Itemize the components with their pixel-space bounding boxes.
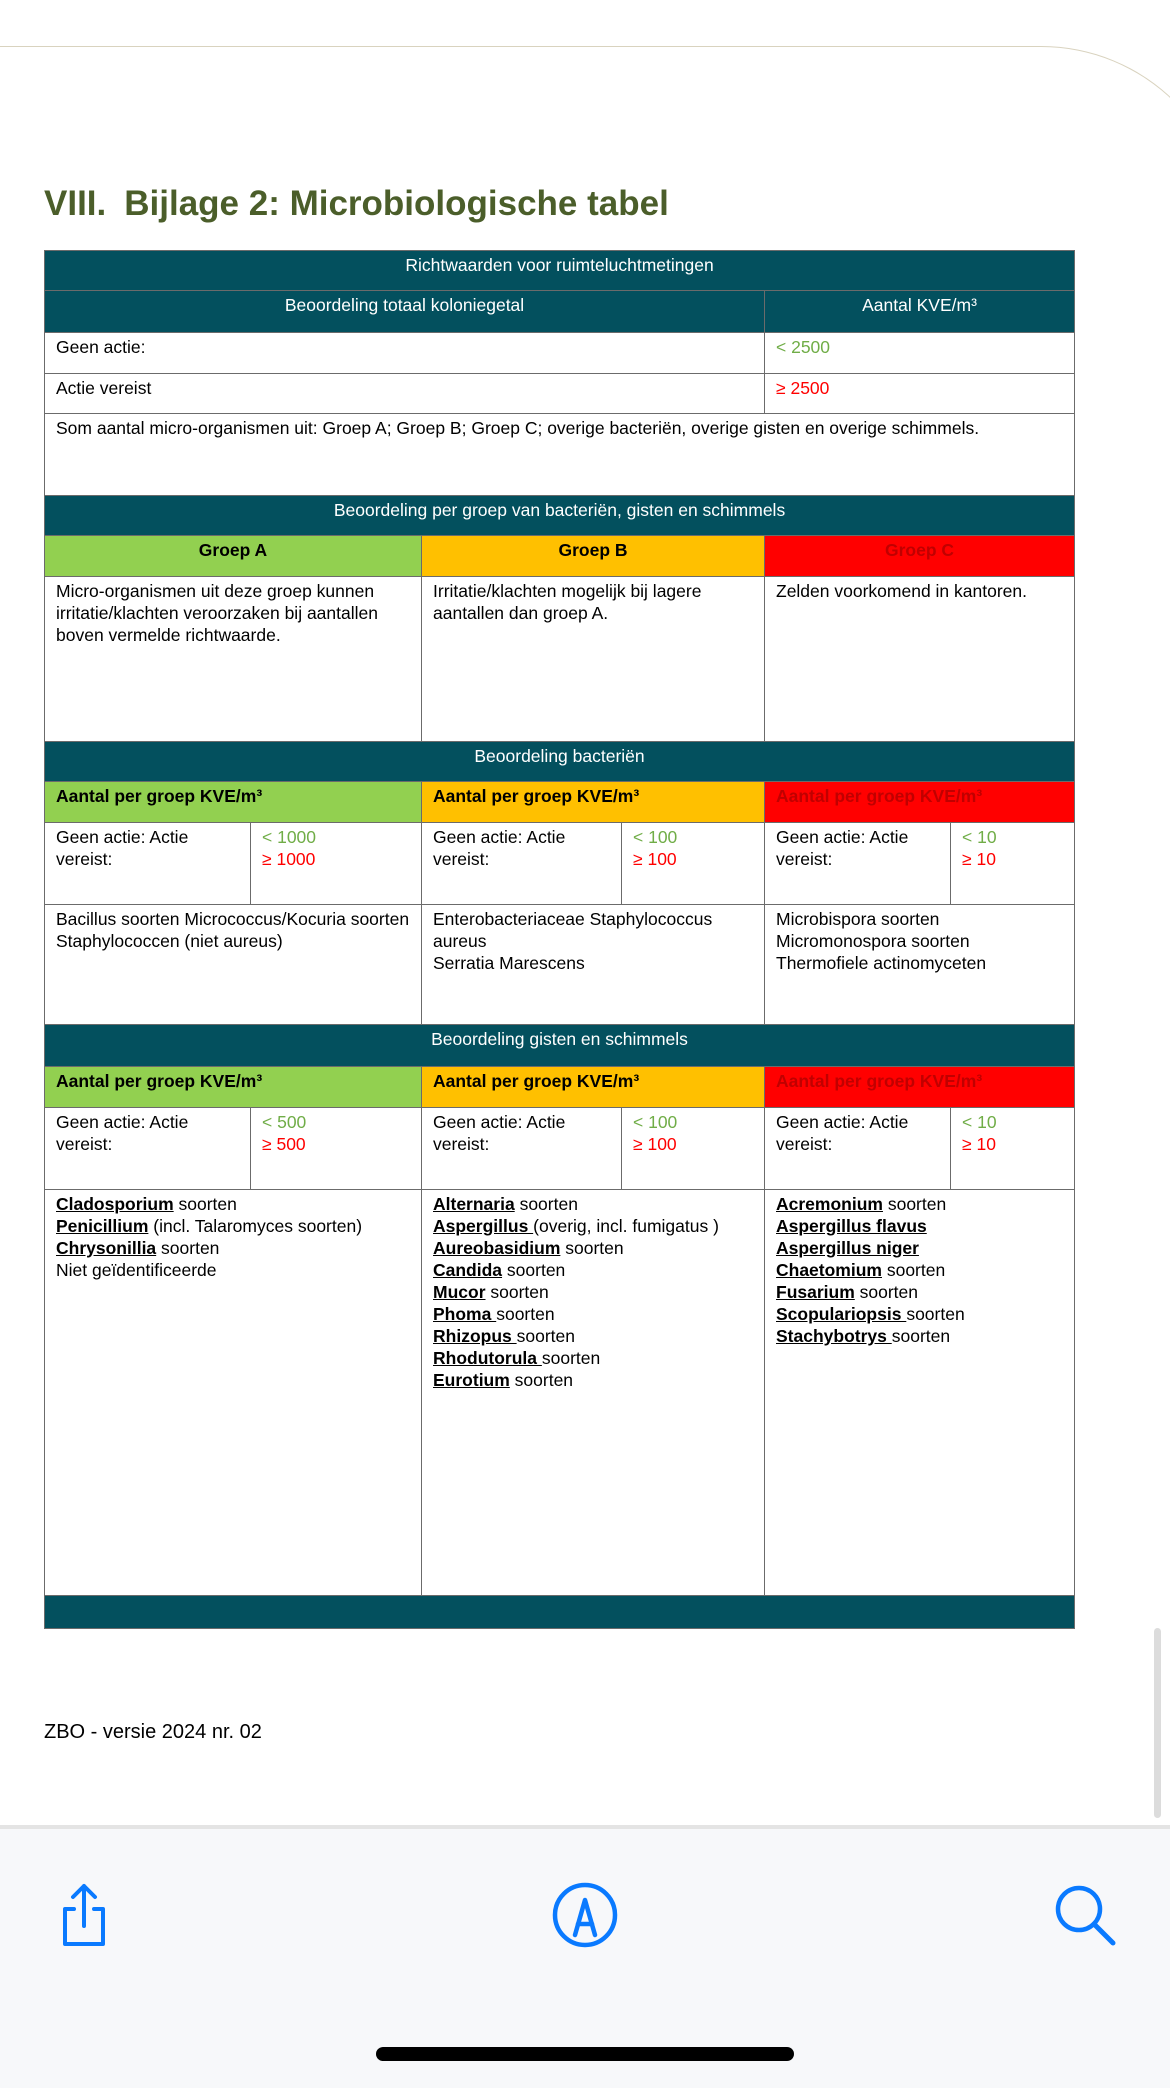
group-c-header: Groep C <box>765 536 1075 577</box>
fungi-b-threshold-label: Geen actie: Actie vereist: <box>422 1108 622 1190</box>
bacteria-b-low: < 100 <box>633 827 678 847</box>
organism-suffix: soorten <box>541 1348 601 1368</box>
bacteria-a-count-header: Aantal per groep KVE/m³ <box>45 782 422 823</box>
no-action-value: < 2500 <box>765 333 1075 374</box>
fungi-organism-line <box>433 1303 753 1325</box>
bacteria-c-organisms <box>765 905 1075 1025</box>
fungi-organism-line <box>776 1193 1063 1215</box>
bacteria-c-low: < 10 <box>962 827 997 847</box>
fungi-organism-line <box>56 1215 410 1237</box>
organism-suffix: (incl. Talaromyces soorten) <box>148 1216 363 1236</box>
fungi-c-high: ≥ 10 <box>962 1134 996 1154</box>
bacteria-c-threshold-label: Geen actie: Actie vereist: <box>765 823 951 905</box>
fungi-c-count-header: Aantal per groep KVE/m³ <box>765 1067 1075 1108</box>
organism-name: Candida <box>433 1260 503 1280</box>
fungi-organism-line <box>56 1193 410 1215</box>
no-action-label: Geen actie: <box>45 333 765 374</box>
bacteria-a-threshold-values <box>251 823 422 905</box>
home-indicator[interactable] <box>376 2047 794 2061</box>
organism-name: Alternaria <box>433 1194 515 1214</box>
bacteria-c-high: ≥ 10 <box>962 849 996 869</box>
fungi-a-organisms <box>45 1190 422 1596</box>
organism-suffix: soorten <box>560 1238 624 1258</box>
fungi-b-low: < 100 <box>633 1112 678 1132</box>
fungi-b-high: ≥ 100 <box>633 1134 677 1154</box>
bacteria-b-organism-line: Enterobacteriaceae Staphylococcus aureus <box>433 909 713 951</box>
page-title <box>44 184 669 224</box>
bacteria-b-organisms <box>422 905 765 1025</box>
organism-name: Cladosporium <box>56 1194 174 1214</box>
organism-name: Penicillium <box>56 1216 149 1236</box>
bacteria-a-low: < 1000 <box>262 827 317 847</box>
organism-name: Aspergillus flavus <box>776 1216 927 1236</box>
bacteria-header: Beoordeling bacteriën <box>45 742 1075 782</box>
organism-name: Stachybotrys <box>776 1326 892 1346</box>
organism-name: Chrysonillia <box>56 1238 157 1258</box>
fungi-organism-line <box>776 1259 1063 1281</box>
organism-suffix: soorten <box>881 1260 946 1280</box>
document-footer: ZBO - versie 2024 nr. 02 <box>44 1721 262 1743</box>
group-c-description: Zelden voorkomend in kantoren. <box>765 577 1075 742</box>
fungi-c-low: < 10 <box>962 1112 997 1132</box>
organism-suffix: soorten <box>854 1282 919 1302</box>
fungi-organism-line <box>433 1347 753 1369</box>
fungi-header: Beoordeling gisten en schimmels <box>45 1025 1075 1067</box>
organism-suffix: soorten <box>485 1282 549 1302</box>
organism-name: Rhizopus <box>433 1326 517 1346</box>
organism-suffix: Niet geïdentificeerde <box>56 1260 217 1280</box>
organism-name: Acremonium <box>776 1194 883 1214</box>
organism-name: Fusarium <box>776 1282 855 1302</box>
fungi-organism-line <box>433 1237 753 1259</box>
group-a-description: Micro-organismen uit deze groep kunnen irritatie/klachten veroorzaken bij aantallen boven vermelde richtwaarde. <box>45 577 422 742</box>
bacteria-c-count-header: Aantal per groep KVE/m³ <box>765 782 1075 823</box>
fungi-a-threshold-values <box>251 1108 422 1190</box>
fungi-b-organisms <box>422 1190 765 1596</box>
table-footer-bar <box>45 1596 1075 1629</box>
organism-name: Rhodutorula <box>433 1348 542 1368</box>
group-b-description: Irritatie/klachten mogelijk bij lagere aantallen dan groep A. <box>422 577 765 742</box>
bacteria-c-organism-line: Microbispora soorten <box>776 909 940 929</box>
fungi-c-organisms <box>765 1190 1075 1596</box>
fungi-organism-line <box>433 1325 753 1347</box>
share-icon <box>49 1880 119 1950</box>
fungi-a-count-header: Aantal per groep KVE/m³ <box>45 1067 422 1108</box>
organism-name: Aspergillus <box>433 1216 534 1236</box>
fungi-b-count-header: Aantal per groep KVE/m³ <box>422 1067 765 1108</box>
table-title: Richtwaarden voor ruimteluchtmetingen <box>45 251 1075 291</box>
organism-suffix: soorten <box>882 1194 947 1214</box>
fungi-organism-line <box>433 1369 753 1391</box>
organism-suffix: soorten <box>156 1238 220 1258</box>
fungi-a-threshold-label: Geen actie: Actie vereist: <box>45 1108 251 1190</box>
organism-suffix: soorten <box>891 1326 951 1346</box>
bacteria-b-threshold-values <box>622 823 765 905</box>
search-icon <box>1050 1880 1120 1950</box>
markup-button[interactable] <box>550 1880 620 1950</box>
markup-icon <box>550 1880 620 1950</box>
total-count-header: Beoordeling totaal koloniegetal <box>45 291 765 333</box>
fungi-organism-line <box>776 1215 1063 1237</box>
fungi-c-threshold-label: Geen actie: Actie vereist: <box>765 1108 951 1190</box>
fungi-organism-line <box>433 1281 753 1303</box>
bacteria-b-threshold-label: Geen actie: Actie vereist: <box>422 823 622 905</box>
organism-suffix: (overig, incl. fumigatus ) <box>533 1216 719 1236</box>
bacteria-b-count-header: Aantal per groep KVE/m³ <box>422 782 765 823</box>
organism-name: Aspergillus niger <box>776 1238 919 1258</box>
section-title: Bijlage 2: Microbiologische tabel <box>124 184 669 223</box>
group-b-header: Groep B <box>422 536 765 577</box>
groups-header: Beoordeling per groep van bacteriën, gisten en schimmels <box>45 496 1075 536</box>
organism-suffix: soorten <box>173 1194 237 1214</box>
share-button[interactable] <box>49 1880 119 1950</box>
bacteria-a-organisms: Bacillus soorten Micrococcus/Kocuria soorten Staphylococcen (niet aureus) <box>45 905 422 1025</box>
fungi-c-threshold-values <box>951 1108 1075 1190</box>
fungi-organism-line <box>776 1325 1063 1347</box>
organism-name: Scopulariopsis <box>776 1304 907 1324</box>
microbiology-table <box>44 250 1075 1629</box>
organism-suffix: soorten <box>906 1304 965 1324</box>
action-required-value: ≥ 2500 <box>765 374 1075 414</box>
fungi-organism-line <box>433 1259 753 1281</box>
organism-suffix: soorten <box>509 1370 574 1390</box>
organism-name: Chaetomium <box>776 1260 882 1280</box>
organism-suffix: soorten <box>502 1260 566 1280</box>
bacteria-b-high: ≥ 100 <box>633 849 677 869</box>
bacteria-c-organism-line: Thermofiele actinomyceten <box>776 953 987 973</box>
fungi-organism-line <box>433 1193 753 1215</box>
organism-name: Mucor <box>433 1282 486 1302</box>
total-note: Som aantal micro-organismen uit: Groep A; Groep B; Groep C; overige bacteriën, overige gisten en overige schimmels. <box>45 414 1075 496</box>
organism-name: Phoma <box>433 1304 497 1324</box>
bacteria-a-threshold-label: Geen actie: Actie vereist: <box>45 823 251 905</box>
organism-suffix: soorten <box>496 1304 555 1324</box>
fungi-organism-line <box>776 1303 1063 1325</box>
organism-suffix: soorten <box>516 1326 575 1346</box>
bacteria-c-threshold-values <box>951 823 1075 905</box>
bacteria-b-organism-line: Serratia Marescens <box>433 953 585 973</box>
bacteria-a-high: ≥ 1000 <box>262 849 316 869</box>
kve-unit-header: Aantal KVE/m³ <box>765 291 1075 333</box>
fungi-organism-line <box>776 1237 1063 1259</box>
fungi-organism-line <box>56 1259 410 1281</box>
search-button[interactable] <box>1050 1880 1120 1950</box>
organism-name: Aureobasidium <box>433 1238 561 1258</box>
fungi-organism-line <box>433 1215 753 1237</box>
organism-suffix: soorten <box>514 1194 578 1214</box>
group-a-header: Groep A <box>45 536 422 577</box>
organism-name: Eurotium <box>433 1370 510 1390</box>
fungi-a-high: ≥ 500 <box>262 1134 306 1154</box>
fungi-organism-line <box>56 1237 410 1259</box>
action-required-label: Actie vereist <box>45 374 765 414</box>
fungi-a-low: < 500 <box>262 1112 307 1132</box>
scrollbar[interactable] <box>1154 1628 1161 1818</box>
section-number: VIII. <box>44 184 107 223</box>
fungi-organism-line <box>776 1281 1063 1303</box>
fungi-b-threshold-values <box>622 1108 765 1190</box>
bacteria-c-organism-line: Micromonospora soorten <box>776 931 970 951</box>
